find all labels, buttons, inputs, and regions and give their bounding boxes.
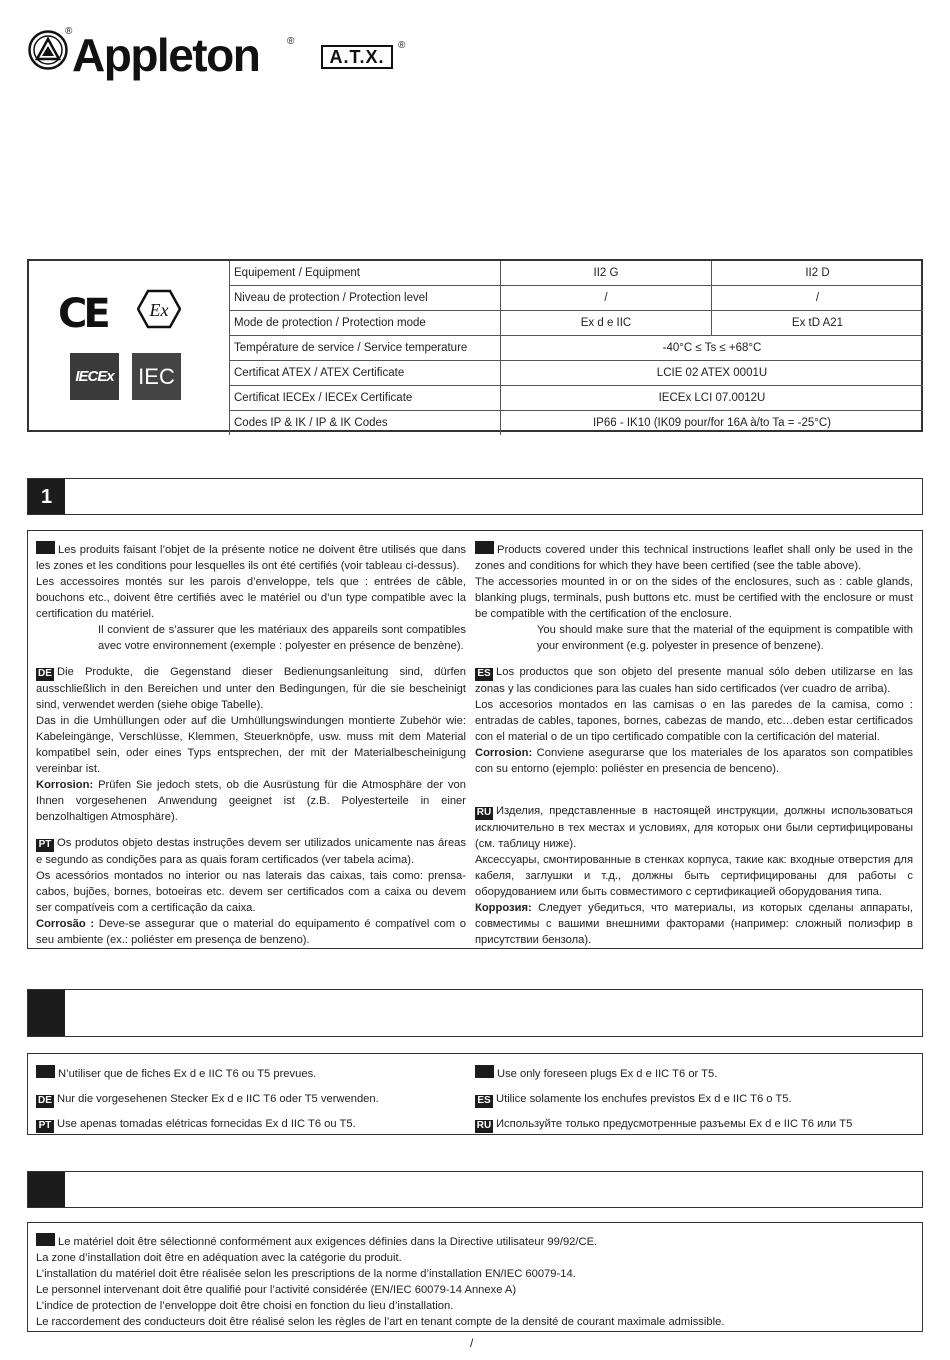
cell-value: -40°C ≤ Ts ≤ +68°C xyxy=(501,336,924,361)
paragraph: Das in die Umhüllungen oder auf die Umhüllungswindungen montierte Zubehör wie: Kabeleingänge, Verschlüsse, Klemmen, Steuerknöpfe, usw. muss mit dem Material kompatibel sein, oder eines Typs entsprechen, der mit der Materialbescheinigung vereinbar ist. xyxy=(36,715,466,775)
paragraph: Следует убедиться, что материалы, из которых сделаны аппараты, совместимы с вашими внешними факторами (например: сложный полиэфир в присутствии бензола). xyxy=(475,902,913,946)
cell-value: / xyxy=(501,286,712,311)
table-row xyxy=(230,361,924,386)
ex-hexagon-logo xyxy=(137,289,181,329)
row-label: Certificat ATEX / ATEX Certificate xyxy=(230,361,501,386)
paragraph: Los productos que son objeto del presente manual sólo deben utilizarse en las zonas y las condiciones para las cuales han sido certificados (ver cuadro de arriba). xyxy=(475,666,913,695)
row-label: Equipement / Equipment xyxy=(230,261,501,286)
lang-badge-es: ES xyxy=(475,668,493,681)
cell-value: IP66 - IK10 (IK09 pour/for 16A à/to Ta = -25°C) xyxy=(501,411,924,436)
requirement-line: La zone d’installation doit être en adéquation avec la catégorie du produit. xyxy=(36,1252,402,1264)
ex-text: Ex xyxy=(149,300,169,320)
section-1-header xyxy=(27,478,923,515)
cell-value: II2 D xyxy=(712,261,924,286)
row-label: Mode de protection / Protection mode xyxy=(230,311,501,336)
row-label: Niveau de protection / Protection level xyxy=(230,286,501,311)
section-2-header xyxy=(27,989,923,1037)
lang-flag-fr xyxy=(36,541,55,554)
paragraph: Os produtos objeto destas instruções devem ser utilizados unicamente nas áreas e segundo as condições para as quais foram certificados (ver tabela acima). xyxy=(36,837,466,866)
requirements-list xyxy=(36,1233,916,1330)
paragraph: The accessories mounted in or on the sides of the enclosures, such as : cable glands, blanking plugs, terminals, push buttons etc. must be certified with the enclosure or must be compatible with the certification of the enclosure. xyxy=(475,576,913,620)
paragraph: Products covered under this technical instructions leaflet shall only be used in the zones and conditions for which they have been certified (see the table above). xyxy=(475,544,913,572)
paragraph: Les produits faisant l’objet de la présente notice ne doivent être utilisés que dans les zones et les conditions pour lesquelles ils ont été certifiés (voir tableau ci-dessus). xyxy=(36,544,466,572)
paragraph: Deve-se assegurar que o material do equipamento é compatível com o seu ambiente (ex.: poliéster em presença de benzeno). xyxy=(36,918,466,946)
label: Corrosion: xyxy=(475,747,533,759)
requirement-line: L’indice de protection de l’enveloppe doit être choisi en fonction du lieu d’installation. xyxy=(36,1300,454,1312)
lang-badge-es: ES xyxy=(475,1095,493,1108)
cell-value: Ex d e IIC xyxy=(501,311,712,336)
table-row xyxy=(230,286,924,311)
paragraph: Les accessoires montés sur les parois d’enveloppe, tels que : entrées de câble, bouchons etc., doivent être certifiés avec le matériel ou d’un type compatible avec la certification du matériel. xyxy=(36,576,466,620)
lang-flag-fr xyxy=(36,1233,55,1246)
requirement-line: Le raccordement des conducteurs doit être réalisé selon les règles de l’art en tenant compte de la densité de courant maximale admissible. xyxy=(36,1316,725,1328)
paragraph: You should make sure that the material of the equipment is compatible with your environment (e.g. polyester in presence of benzene). xyxy=(537,624,913,652)
lang-badge-pt: PT xyxy=(36,839,54,852)
section-number: 1 xyxy=(28,479,65,514)
section-number xyxy=(28,1172,65,1207)
column-left xyxy=(36,541,466,948)
label: Corrosão : xyxy=(36,918,95,930)
paragraph: Prüfen Sie jedoch stets, ob die Ausrüstung für die Atmosphäre der von Ihnen vorgesehenen Anwendung geeignet ist (z.B. Polyesterteile in einer benzolhaltigen Atmosphäre). xyxy=(36,779,466,823)
registered-mark: ® xyxy=(398,40,406,51)
lang-flag-en xyxy=(475,1065,494,1078)
cell-value: LCIE 02 ATEX 0001U xyxy=(501,361,924,386)
section-3-header xyxy=(27,1171,923,1208)
paragraph: Il convient de s’assurer que les matériaux des appareils sont compatibles avec votre environnement (exemple : polyester en présence de benzène). xyxy=(98,624,466,652)
column-right xyxy=(475,541,913,948)
lang-badge-ru: RU xyxy=(476,1120,492,1131)
column-left xyxy=(36,1062,466,1137)
requirement-line: L’installation du matériel doit être réalisée selon les prescriptions de la norme d’installation EN/IEC 60079-14. xyxy=(36,1268,576,1280)
instruction-text: Nur die vorgesehenen Stecker Ex d e IIC T6 oder T5 verwenden. xyxy=(57,1093,379,1105)
cell-value: IECEx LCI 07.0012U xyxy=(501,386,924,411)
lang-badge-pt: PT xyxy=(36,1120,54,1133)
registered-mark: ® xyxy=(287,36,295,47)
paragraph: Die Produkte, die Gegenstand dieser Bedienungsanleitung sind, dürfen ausschließlich in den Bereichen und unter den Bedingungen, für die sie bescheinigt sind, verwendet werden (siehe obige Tabelle). xyxy=(36,666,466,711)
table-row xyxy=(230,336,924,361)
lang-badge-de: DE xyxy=(36,1095,54,1108)
table-row xyxy=(230,386,924,411)
certification-panel xyxy=(27,259,923,432)
table-row xyxy=(230,411,924,436)
row-label: Certificat IECEx / IECEx Certificate xyxy=(230,386,501,411)
requirement-line: Le personnel intervenant doit être qualifié pour l’activité considérée (EN/IEC 60079-14 Annexe A) xyxy=(36,1284,517,1296)
paragraph: Los accesorios montados en las camisas o en las paredes de la camisa, como : entradas de cables, tapones, bornes, cabezas de mando, etc…deben estar certificados con el material o de un tipo certificado compatible con la certificación del material. xyxy=(475,699,913,743)
table-row xyxy=(230,261,924,286)
table-row xyxy=(230,311,924,336)
paragraph: Изделия, представленные в настоящей инструкции, должны использоваться исключительно в тех местах и условиях, для которых они были сертифицированы (см. таблицу ниже). xyxy=(475,805,913,850)
section-number xyxy=(28,990,65,1036)
brand-name: Appleton xyxy=(72,29,260,81)
iec-logo: IEC xyxy=(132,353,181,400)
lang-flag-en xyxy=(475,541,494,554)
row-label: Codes IP & IK / IP & IK Codes xyxy=(230,411,501,436)
lang-flag-fr xyxy=(36,1065,55,1078)
instruction-text: N’utiliser que de fiches Ex d e IIC T6 ou T5 prevues. xyxy=(58,1068,317,1080)
paragraph: Os acessórios montados no interior ou nas laterais das caixas, tais como: prensa-cabos, bujões, bornes, botoeiras etc. devem ser certificados com a caixa ou devem ser compatíveis com a certificação da caixa. xyxy=(36,870,466,914)
instruction-text: Используйте только предусмотренные разъемы Ex d e IIC T6 или T5 xyxy=(496,1118,853,1130)
column-right xyxy=(475,1062,913,1137)
cell-value: II2 G xyxy=(501,261,712,286)
lang-badge-de: DE xyxy=(36,668,54,681)
iecex-logo: IECEx xyxy=(70,353,119,400)
instruction-text: Use only foreseen plugs Ex d e IIC T6 or T5. xyxy=(497,1068,718,1080)
appleton-logo-icon xyxy=(28,30,68,70)
certification-table xyxy=(229,261,923,435)
paragraph: Conviene asegurarse que los materiales de los aparatos son compatibles con su entorno (ejemplo: poliéster en presencia de benceno). xyxy=(475,747,913,775)
instruction-text: Use apenas tomadas elétricas fornecidas Ex d IIC T6 ou T5. xyxy=(57,1118,356,1130)
sub-brand: A.T.X. xyxy=(321,45,393,69)
paragraph: Аксессуары, смонтированные в стенках корпуса, такие как: входные отверстия для кабеля, заглушки и т.д., должны быть сертифицированы для работы с оборудованием или быть совместимого с сертификацией оборудования типа. xyxy=(475,854,913,898)
row-label: Température de service / Service temperature xyxy=(230,336,501,361)
page-number: / xyxy=(470,1336,474,1350)
instruction-text: Utilice solamente los enchufes previstos Ex d e IIC T6 o T5. xyxy=(496,1093,792,1105)
cell-value: / xyxy=(712,286,924,311)
label: Korrosion: xyxy=(36,779,94,791)
label: Коррозия: xyxy=(475,902,532,914)
ce-mark-logo: CE xyxy=(58,291,107,337)
lang-badge-ru: RU xyxy=(476,807,492,818)
requirement-line: Le matériel doit être sélectionné conformément aux exigences définies dans la Directive utilisateur 99/92/CE. xyxy=(58,1236,598,1248)
cell-value: Ex tD A21 xyxy=(712,311,924,336)
registered-mark: ® xyxy=(65,26,73,37)
